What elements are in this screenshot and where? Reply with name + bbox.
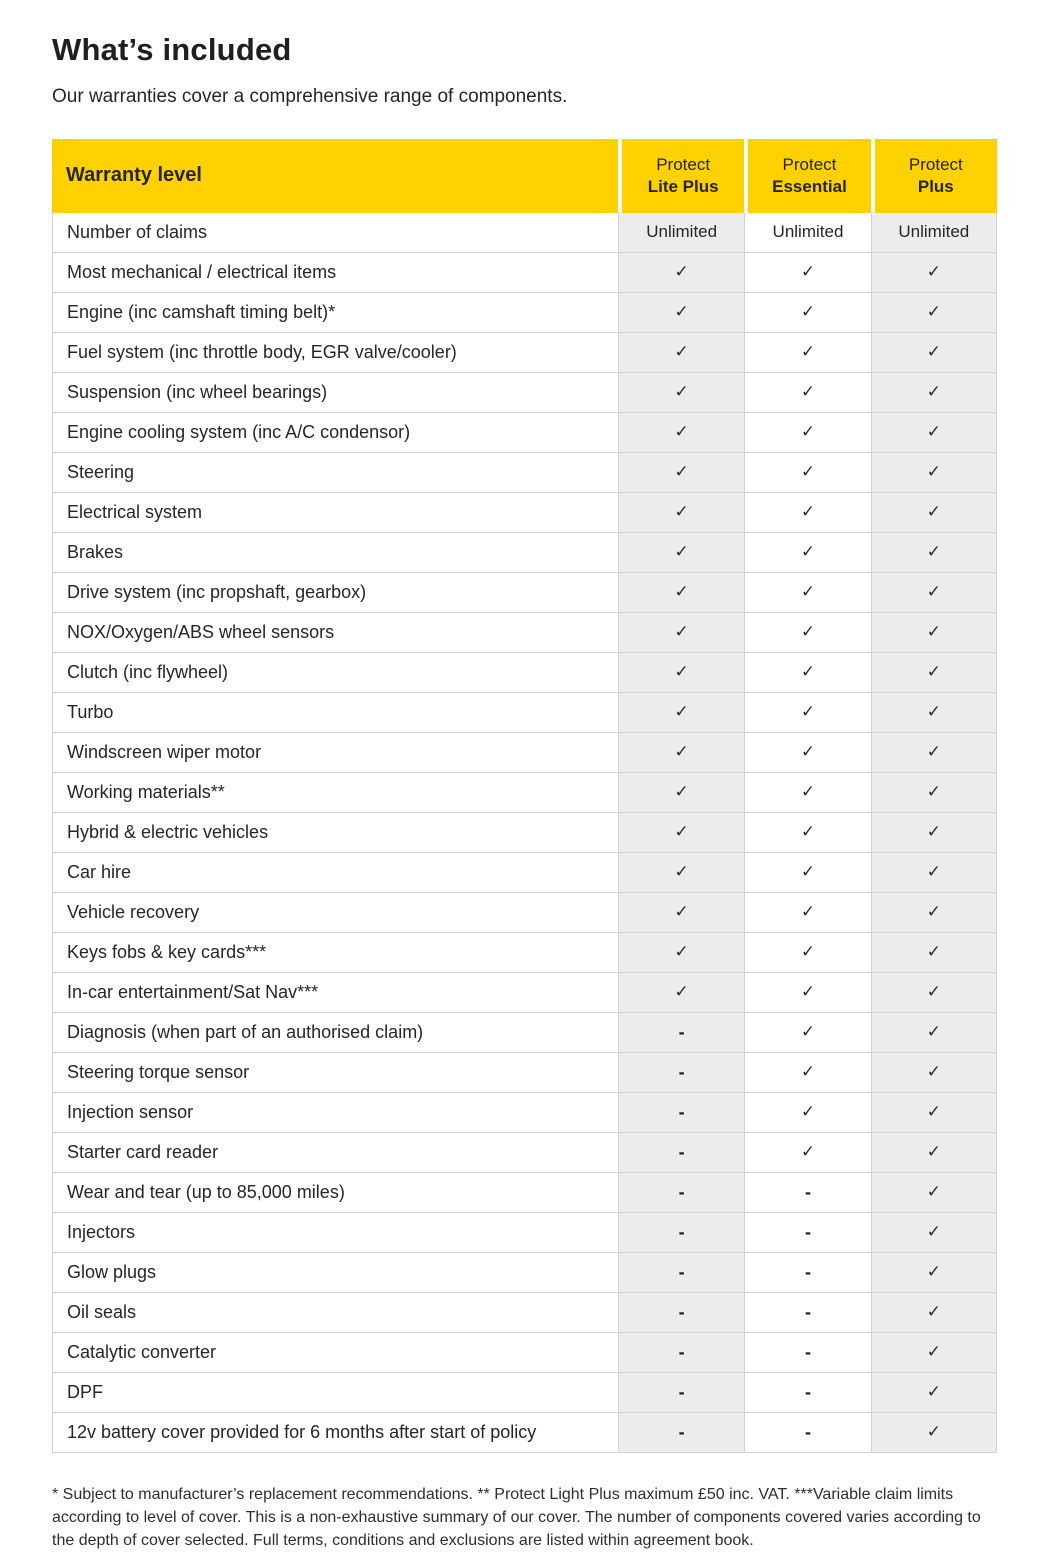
check-icon: ✓ [800, 302, 816, 322]
row-label: Brakes [52, 533, 618, 573]
cell-included [744, 893, 870, 933]
cell-not-included [618, 1093, 744, 1133]
cell-included [618, 613, 744, 653]
check-icon: ✓ [926, 702, 941, 722]
check-icon: ✓ [674, 302, 689, 322]
check-icon: ✓ [800, 982, 816, 1002]
check-icon: ✓ [800, 862, 816, 882]
header-row [52, 139, 997, 213]
table-row [52, 1413, 997, 1453]
row-label: Working materials** [52, 773, 618, 813]
cell-included [871, 813, 997, 853]
cell-included [618, 693, 744, 733]
cell-included [871, 493, 997, 533]
cell-not-included [618, 1413, 744, 1453]
table-row [52, 813, 997, 853]
cell-included [871, 1213, 997, 1253]
dash-icon: - [804, 1341, 811, 1362]
cell-included [871, 1013, 997, 1053]
check-icon: ✓ [800, 422, 816, 442]
cell-included [871, 853, 997, 893]
row-label: Steering torque sensor [52, 1053, 618, 1093]
check-icon: ✓ [674, 582, 689, 602]
cell-included [871, 613, 997, 653]
cell-included [871, 733, 997, 773]
check-icon: ✓ [926, 782, 941, 802]
check-icon: ✓ [926, 942, 941, 962]
row-label: Injectors [52, 1213, 618, 1253]
check-icon: ✓ [926, 1342, 941, 1362]
cell-not-included [618, 1013, 744, 1053]
header-tier-text: Lite Plus [647, 176, 719, 196]
check-icon: ✓ [926, 582, 941, 602]
check-icon: ✓ [926, 862, 941, 882]
dash-icon: - [804, 1301, 811, 1322]
warranty-comparison-table [52, 139, 997, 1453]
cell-included [744, 573, 870, 613]
row-label: Engine (inc camshaft timing belt)* [52, 293, 618, 333]
cell-not-included [744, 1373, 870, 1413]
dash-icon: - [804, 1261, 811, 1282]
cell-included [871, 973, 997, 1013]
cell-included [744, 413, 870, 453]
table-row [52, 613, 997, 653]
cell-included [744, 1013, 870, 1053]
cell-included [871, 533, 997, 573]
dash-icon: - [678, 1381, 685, 1402]
cell-included [744, 533, 870, 573]
table-row [52, 293, 997, 333]
cell-included [618, 253, 744, 293]
cell-included [618, 973, 744, 1013]
dash-icon: - [678, 1261, 685, 1282]
cell-included [744, 933, 870, 973]
header-brand-text: Protect [656, 154, 711, 174]
table-row [52, 1293, 997, 1333]
row-label: Car hire [52, 853, 618, 893]
check-icon: ✓ [674, 382, 689, 402]
page-subtitle: Our warranties cover a comprehensive range of components. [52, 85, 568, 107]
check-icon: ✓ [800, 622, 816, 642]
check-icon: ✓ [674, 862, 689, 882]
row-label: Injection sensor [52, 1093, 618, 1133]
cell-included [871, 333, 997, 373]
check-icon: ✓ [800, 702, 816, 722]
table-row [52, 1133, 997, 1173]
check-icon: ✓ [926, 662, 941, 682]
cell-not-included [618, 1213, 744, 1253]
check-icon: ✓ [926, 1022, 941, 1042]
cell-included [744, 653, 870, 693]
table-row [52, 253, 997, 293]
cell-included [871, 933, 997, 973]
cell-included [744, 813, 870, 853]
cell-not-included [744, 1413, 870, 1453]
cell-included [618, 533, 744, 573]
cell-included [618, 373, 744, 413]
cell-not-included [744, 1173, 870, 1213]
cell-included [744, 773, 870, 813]
check-icon: ✓ [926, 302, 941, 322]
check-icon: ✓ [926, 422, 941, 442]
cell-included [871, 1413, 997, 1453]
row-label: Keys fobs & key cards*** [52, 933, 618, 973]
check-icon: ✓ [800, 942, 816, 962]
check-icon: ✓ [800, 542, 816, 562]
table-row [52, 653, 997, 693]
row-label: Windscreen wiper motor [52, 733, 618, 773]
table-row [52, 1333, 997, 1373]
header-protect-essential [744, 139, 870, 213]
cell-included [618, 413, 744, 453]
row-label: 12v battery cover provided for 6 months after start of policy [52, 1413, 618, 1453]
check-icon: ✓ [674, 502, 689, 522]
row-label: Oil seals [52, 1293, 618, 1333]
table-row [52, 1093, 997, 1133]
check-icon: ✓ [800, 502, 816, 522]
check-icon: ✓ [926, 822, 941, 842]
row-label: Drive system (inc propshaft, gearbox) [52, 573, 618, 613]
cell-included [871, 893, 997, 933]
cell-included [744, 853, 870, 893]
cell-included [618, 333, 744, 373]
dash-icon: - [804, 1181, 811, 1202]
check-icon: ✓ [674, 262, 689, 282]
cell-included [618, 933, 744, 973]
cell-included [871, 1333, 997, 1373]
footnote-text: * Subject to manufacturer’s replacement recommendations. ** Protect Light Plus maximum £50 inc. VAT. ***Variable claim limits according to level of cover. This is a non-exhaustive summary of our cover. The number of components covered varies according to the depth of cover selected. Full terms, conditions and exclusions are listed within agreement book. [52, 1485, 981, 1549]
table-row [52, 333, 997, 373]
check-icon: ✓ [674, 822, 689, 842]
check-icon: ✓ [926, 742, 941, 762]
cell-included [871, 253, 997, 293]
check-icon: ✓ [674, 462, 689, 482]
dash-icon: - [804, 1421, 811, 1442]
cell-included [871, 1293, 997, 1333]
check-icon: ✓ [800, 382, 816, 402]
table-header [52, 139, 997, 213]
dash-icon: - [678, 1021, 685, 1042]
page-title: What’s included [52, 32, 292, 67]
check-icon: ✓ [926, 262, 941, 282]
cell-not-included [744, 1333, 870, 1373]
check-icon: ✓ [926, 1422, 941, 1442]
dash-icon: - [678, 1181, 685, 1202]
check-icon: ✓ [926, 382, 941, 402]
check-icon: ✓ [926, 502, 941, 522]
cell-included [744, 293, 870, 333]
cell-included [871, 773, 997, 813]
cell-included [618, 773, 744, 813]
cell-included [744, 613, 870, 653]
check-icon: ✓ [926, 342, 941, 362]
check-icon: ✓ [926, 1182, 941, 1202]
header-protect-plus [871, 139, 997, 213]
header-tier-text: Essential [772, 176, 847, 196]
table-row [52, 693, 997, 733]
check-icon: ✓ [674, 702, 689, 722]
row-label: Diagnosis (when part of an authorised claim) [52, 1013, 618, 1053]
row-label: Wear and tear (up to 85,000 miles) [52, 1173, 618, 1213]
table-row [52, 773, 997, 813]
check-icon: ✓ [800, 462, 816, 482]
cell-included [744, 1133, 870, 1173]
check-icon: ✓ [674, 902, 689, 922]
check-icon: ✓ [926, 1222, 941, 1242]
row-label: Vehicle recovery [52, 893, 618, 933]
row-label: Number of claims [52, 213, 618, 253]
row-label: Engine cooling system (inc A/C condensor) [52, 413, 618, 453]
table-row [52, 933, 997, 973]
cell-included [744, 333, 870, 373]
cell-text: Unlimited [618, 213, 744, 253]
cell-not-included [618, 1253, 744, 1293]
table-row [52, 973, 997, 1013]
check-icon: ✓ [800, 342, 816, 362]
table-row [52, 213, 997, 253]
cell-not-included [744, 1253, 870, 1293]
row-label: Steering [52, 453, 618, 493]
cell-included [618, 853, 744, 893]
row-label: Turbo [52, 693, 618, 733]
cell-included [871, 373, 997, 413]
cell-included [744, 453, 870, 493]
table-row [52, 573, 997, 613]
row-label: Catalytic converter [52, 1333, 618, 1373]
check-icon: ✓ [926, 1142, 941, 1162]
row-label: Suspension (inc wheel bearings) [52, 373, 618, 413]
cell-not-included [618, 1133, 744, 1173]
row-label: DPF [52, 1373, 618, 1413]
table-row [52, 1053, 997, 1093]
cell-included [871, 573, 997, 613]
table-row [52, 893, 997, 933]
row-label: NOX/Oxygen/ABS wheel sensors [52, 613, 618, 653]
check-icon: ✓ [674, 982, 689, 1002]
table-row [52, 493, 997, 533]
check-icon: ✓ [800, 262, 816, 282]
row-label: Starter card reader [52, 1133, 618, 1173]
table-row [52, 533, 997, 573]
cell-included [871, 1133, 997, 1173]
cell-included [744, 1053, 870, 1093]
cell-not-included [618, 1293, 744, 1333]
table-row [52, 733, 997, 773]
cell-included [744, 693, 870, 733]
dash-icon: - [678, 1301, 685, 1322]
header-warranty-level: Warranty level [52, 139, 618, 213]
dash-icon: - [804, 1381, 811, 1402]
check-icon: ✓ [926, 1302, 941, 1322]
check-icon: ✓ [800, 1142, 816, 1162]
table-row [52, 1013, 997, 1053]
header-brand-text: Protect [908, 154, 963, 174]
row-label: Clutch (inc flywheel) [52, 653, 618, 693]
dash-icon: - [678, 1141, 685, 1162]
check-icon: ✓ [926, 622, 941, 642]
cell-included [618, 453, 744, 493]
cell-included [618, 893, 744, 933]
table-row [52, 373, 997, 413]
check-icon: ✓ [674, 422, 689, 442]
row-label: Fuel system (inc throttle body, EGR valve/cooler) [52, 333, 618, 373]
cell-included [744, 1093, 870, 1133]
cell-included [744, 973, 870, 1013]
header-brand-text: Protect [782, 154, 837, 174]
table-row [52, 413, 997, 453]
check-icon: ✓ [674, 342, 689, 362]
cell-included [871, 1093, 997, 1133]
header-tier-text: Plus [917, 176, 954, 196]
check-icon: ✓ [800, 822, 816, 842]
table-row [52, 1173, 997, 1213]
row-label: Most mechanical / electrical items [52, 253, 618, 293]
cell-text: Unlimited [744, 213, 870, 253]
warranty-table-body [52, 213, 997, 1453]
check-icon: ✓ [674, 542, 689, 562]
check-icon: ✓ [926, 462, 941, 482]
cell-included [871, 1053, 997, 1093]
cell-not-included [618, 1173, 744, 1213]
check-icon: ✓ [674, 622, 689, 642]
dash-icon: - [804, 1221, 811, 1242]
cell-included [871, 453, 997, 493]
check-icon: ✓ [926, 542, 941, 562]
header-protect-lite-plus [618, 139, 744, 213]
cell-included [871, 1173, 997, 1213]
cell-included [871, 1373, 997, 1413]
check-icon: ✓ [800, 742, 816, 762]
table-row [52, 1213, 997, 1253]
cell-included [618, 813, 744, 853]
check-icon: ✓ [800, 902, 816, 922]
cell-text: Unlimited [871, 213, 997, 253]
dash-icon: - [678, 1101, 685, 1122]
cell-included [744, 493, 870, 533]
row-label: Electrical system [52, 493, 618, 533]
check-icon: ✓ [800, 662, 816, 682]
dash-icon: - [678, 1061, 685, 1082]
cell-included [871, 693, 997, 733]
check-icon: ✓ [674, 942, 689, 962]
row-label: In-car entertainment/Sat Nav*** [52, 973, 618, 1013]
check-icon: ✓ [800, 1062, 816, 1082]
check-icon: ✓ [926, 1262, 941, 1282]
cell-not-included [618, 1333, 744, 1373]
cell-not-included [744, 1213, 870, 1253]
check-icon: ✓ [800, 582, 816, 602]
check-icon: ✓ [926, 902, 941, 922]
table-row [52, 453, 997, 493]
check-icon: ✓ [674, 662, 689, 682]
check-icon: ✓ [926, 1382, 941, 1402]
cell-not-included [618, 1053, 744, 1093]
dash-icon: - [678, 1221, 685, 1242]
check-icon: ✓ [800, 1022, 816, 1042]
cell-included [871, 413, 997, 453]
cell-included [871, 653, 997, 693]
cell-not-included [618, 1373, 744, 1413]
check-icon: ✓ [926, 1102, 941, 1122]
cell-included [871, 293, 997, 333]
row-label: Hybrid & electric vehicles [52, 813, 618, 853]
cell-included [618, 293, 744, 333]
table-row [52, 853, 997, 893]
dash-icon: - [678, 1341, 685, 1362]
check-icon: ✓ [674, 742, 689, 762]
cell-included [744, 733, 870, 773]
table-row [52, 1253, 997, 1293]
check-icon: ✓ [674, 782, 689, 802]
check-icon: ✓ [926, 982, 941, 1002]
check-icon: ✓ [800, 782, 816, 802]
cell-included [618, 733, 744, 773]
cell-included [744, 373, 870, 413]
table-row [52, 1373, 997, 1413]
cell-not-included [744, 1293, 870, 1333]
dash-icon: - [678, 1421, 685, 1442]
cell-included [618, 653, 744, 693]
row-label: Glow plugs [52, 1253, 618, 1293]
cell-included [618, 493, 744, 533]
check-icon: ✓ [926, 1062, 941, 1082]
cell-included [871, 1253, 997, 1293]
check-icon: ✓ [800, 1102, 816, 1122]
cell-included [744, 253, 870, 293]
cell-included [618, 573, 744, 613]
